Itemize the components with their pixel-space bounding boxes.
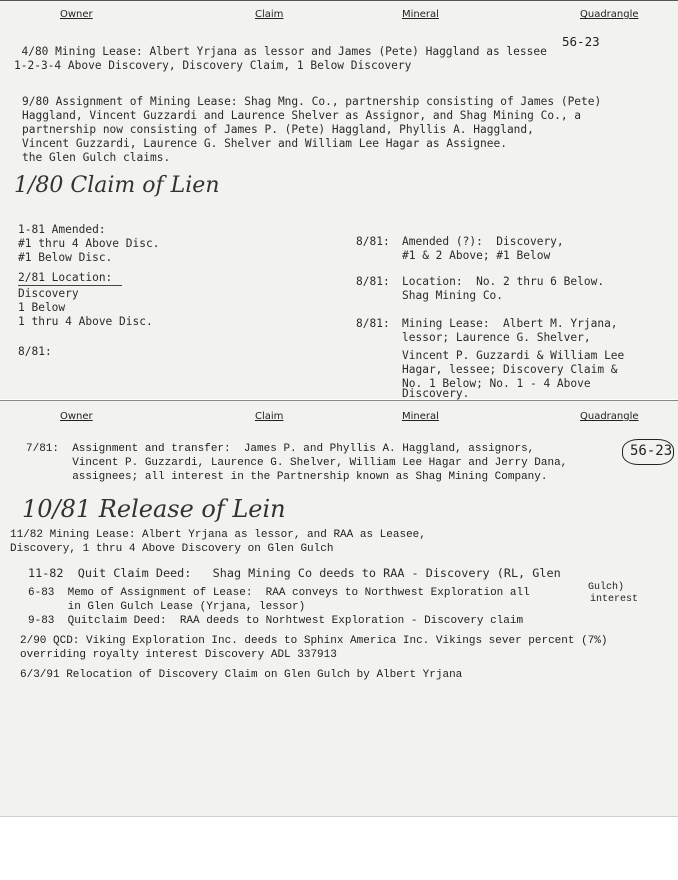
right-entry-line: Hagar, lessee; Discovery Claim & (402, 363, 618, 376)
entry-line: Vincent Guzzardi, Laurence G. Shelver and William Lee Hagar as Assignee. (22, 137, 507, 150)
right-entry-line: Vincent P. Guzzardi & William Lee (402, 349, 625, 362)
header-claim: Claim (255, 411, 284, 422)
right-entry-line: Amended (?): Discovery, (402, 235, 564, 248)
entry-line: Discovery, 1 thru 4 Above Discovery on Glen Gulch (10, 543, 334, 555)
right-entry-date: 8/81: (356, 235, 390, 248)
header-owner: Owner (60, 9, 93, 20)
handwritten-note: 10/81 Release of Lein (22, 495, 286, 523)
left-entry: 1-81 Amended: (18, 223, 106, 236)
right-entry-line: Discovery. (402, 387, 470, 400)
entry-line: Haggland, Vincent Guzzardi and Laurence Shelver as Assignor, and Shag Mining Co., a (22, 109, 582, 122)
entry-line: 9-83 Quitclaim Deed: RAA deeds to Norhtwest Exploration - Discovery claim (28, 615, 524, 627)
right-entry-line: Location: No. 2 thru 6 Below. (402, 275, 605, 288)
header-mineral: Mineral (402, 411, 439, 422)
header-quadrangle: Quadrangle (580, 411, 639, 422)
left-entry: 8/81: (18, 345, 52, 358)
quadrangle-number: 56-23 (562, 34, 600, 49)
entry-line: 11/82 Mining Lease: Albert Yrjana as lessor, and RAA as Leasee, (10, 529, 426, 541)
right-entry-line: #1 & 2 Above; #1 Below (402, 249, 551, 262)
right-entry-line: No. 1 Below; No. 1 - 4 Above (402, 377, 591, 390)
entry-line: 2/90 QCD: Viking Exploration Inc. deeds to Sphinx America Inc. Vikings sever percent (7%) (20, 635, 608, 647)
right-entry-line: lessor; Laurence G. Shelver, (402, 331, 591, 344)
assignment-line: Vincent P. Guzzardi, Laurence G. Shelver, William Lee Hagar and Jerry Dana, (26, 457, 568, 469)
entry-line: 1-2-3-4 Above Discovery, Discovery Claim, 1 Below Discovery (14, 59, 412, 72)
right-entry-line: Shag Mining Co. (402, 289, 504, 302)
entry-line: 9/80 Assignment of Mining Lease: Shag Mng. Co., partnership consisting of James (Pete) (22, 95, 602, 108)
underline (18, 285, 122, 286)
assignment-line: 7/81: Assignment and transfer: James P. and Phyllis A. Haggland, assignors, (26, 443, 535, 455)
left-entry: 2/81 Location: (18, 271, 113, 284)
entry-line: Gulch) (588, 582, 625, 593)
header-owner: Owner (60, 411, 93, 422)
entry-line: in Glen Gulch Lease (Yrjana, lessor) (28, 601, 306, 613)
divider (0, 816, 678, 817)
assignment-line: assignees; all interest in the Partnership known as Shag Mining Company. (26, 471, 548, 483)
entry-line: 6/3/91 Relocation of Discovery Claim on Glen Gulch by Albert Yrjana (20, 669, 463, 681)
left-entry: #1 thru 4 Above Disc. (18, 237, 160, 250)
entry-line: the Glen Gulch claims. (22, 151, 171, 164)
handwritten-note: 1/80 Claim of Lien (14, 173, 220, 198)
index-card-2 (0, 400, 678, 817)
entry-line: 11-82 Quit Claim Deed: Shag Mining Co deeds to RAA - Discovery (RL, Glen (28, 566, 561, 580)
quadrangle-number: 56-23 (630, 443, 673, 459)
entry-line: overriding royalty interest Discovery ADL 337913 (20, 649, 337, 661)
left-entry: 1 Below (18, 301, 66, 314)
left-entry: #1 Below Disc. (18, 251, 113, 264)
entry-line: interest (590, 594, 639, 605)
entry-line: 4/80 Mining Lease: Albert Yrjana as lessor and James (Pete) Haggland as lessee (8, 45, 547, 58)
entry-line: 6-83 Memo of Assignment of Lease: RAA conveys to Northwest Exploration all (28, 587, 530, 599)
right-entry-line: Mining Lease: Albert M. Yrjana, (402, 317, 618, 330)
entry-line: partnership now consisting of James P. (Pete) Haggland, Phyllis A. Haggland, (22, 123, 534, 136)
index-card-1 (0, 0, 678, 399)
header-claim: Claim (255, 9, 284, 20)
left-entry: Discovery (18, 287, 79, 300)
right-entry-date: 8/81: (356, 317, 390, 330)
header-mineral: Mineral (402, 9, 439, 20)
left-entry: 1 thru 4 Above Disc. (18, 315, 153, 328)
header-quadrangle: Quadrangle (580, 9, 639, 20)
right-entry-date: 8/81: (356, 275, 390, 288)
